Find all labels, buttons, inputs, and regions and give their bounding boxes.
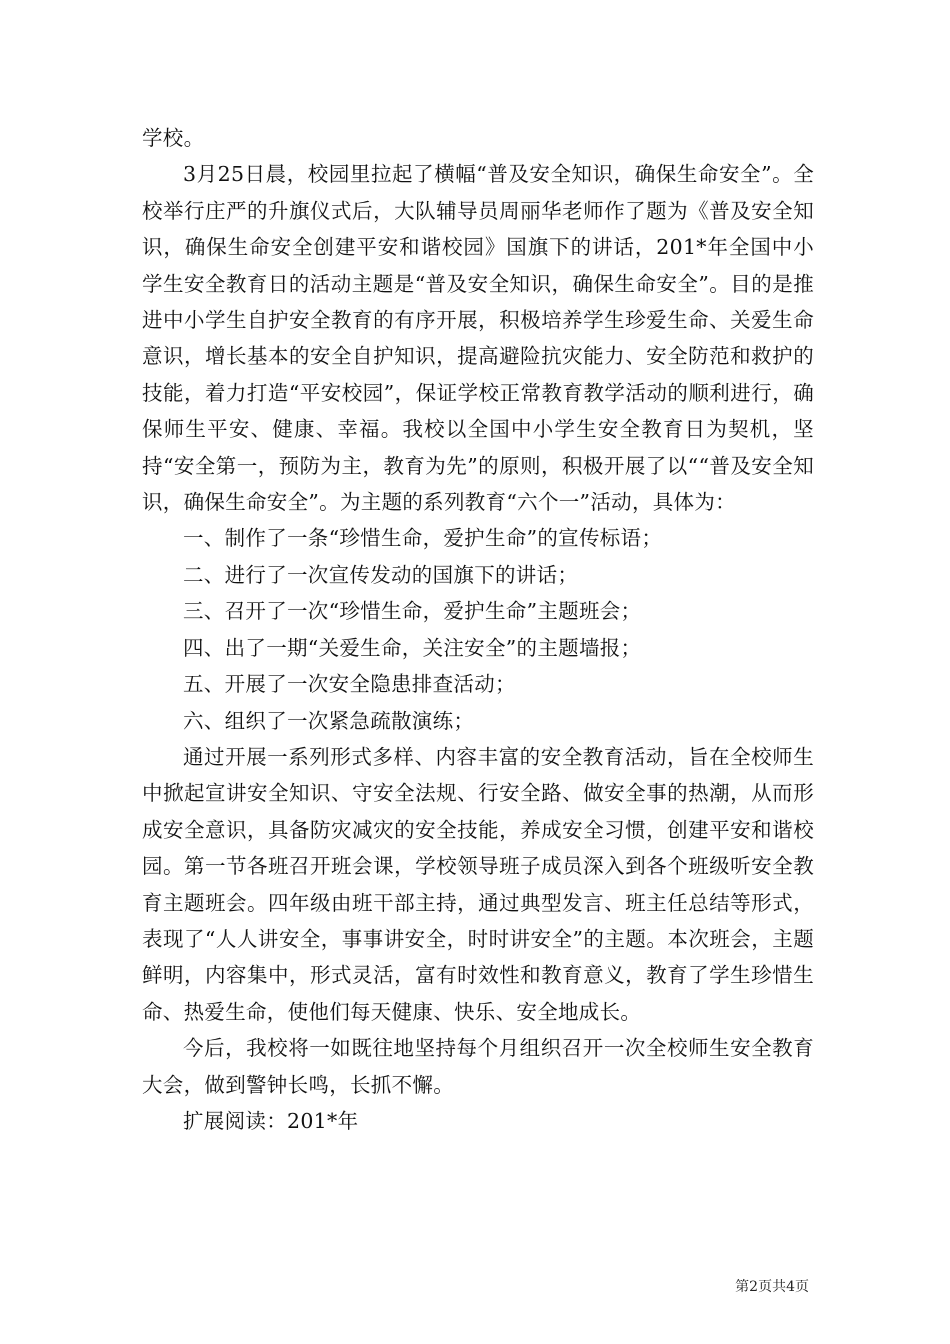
- list-item-2: 二、进行了一次宣传发动的国旗下的讲话；: [183, 562, 579, 587]
- paragraph-extended-reading: 扩展阅读：201*年: [183, 1108, 359, 1133]
- paragraph-event-intro: 3月25日晨，校园里拉起了横幅“普及安全知识，确保生命安全”。全校举行庄严的升旗仪式后，大队辅导员周丽华老师作了题为《普及安全知识，确保生命安全创建平安和谐校园》国旗下的讲话，201*年全国中小学生安全教育日的活动主题是“普及安全知识，确保生命安全”。目的是推进中小学生自护安全教育的有序开展，积极培养学生珍爱生命、关爱生命意识，增长基本的安全自护知识，提高避险抗灾能力、安全防范和救护的技能，着力打造“平安校园”，保证学校正常教育教学活动的顺利进行，确保师生平安、健康、幸福。我校以全国中小学生安全教育日为契机，坚持“安全第一，预防为主，教育为先”的原则，积极开展了以““普及安全知识，确保生命安全”。为主题的系列教育“六个一”活动，具体为：: [142, 162, 814, 515]
- document-body: [142, 120, 814, 1139]
- list-item-4: 四、出了一期“关爱生命，关注安全”的主题墙报；: [183, 635, 642, 660]
- list-item-3: 三、召开了一次“珍惜生命，爱护生命”主题班会；: [183, 599, 642, 624]
- list-item-1: 一、制作了一条“珍惜生命，爱护生命”的宣传标语；: [183, 526, 663, 551]
- paragraph-activities: 通过开展一系列形式多样、内容丰富的安全教育活动，旨在全校师生中掀起宣讲安全知识、守安全法规、行安全路、做安全事的热潮，从而形成安全意识，具备防灾减灾的安全技能，养成安全习惯，创建平安和谐校园。第一节各班召开班会课，学校领导班子成员深入到各个班级听安全教育主题班会。四年级由班干部主持，通过典型发言、班主任总结等形式，表现了“人人讲安全，事事讲安全，时时讲安全”的主题。本次班会，主题鲜明，内容集中，形式灵活，富有时效性和教育意义，教育了学生珍惜生命、热爱生命，使他们每天健康、快乐、安全地成长。: [142, 744, 814, 1024]
- list-item-6: 六、组织了一次紧急疏散演练；: [183, 708, 475, 733]
- paragraph-continuation: 学校。: [142, 126, 205, 150]
- list-item-5: 五、开展了一次安全隐患排查活动；: [183, 672, 516, 697]
- page-number: 第2页共4页: [735, 1279, 809, 1295]
- paragraph-future: 今后，我校将一如既往地坚持每个月组织召开一次全校师生安全教育大会，做到警钟长鸣，长抓不懈。: [142, 1036, 814, 1097]
